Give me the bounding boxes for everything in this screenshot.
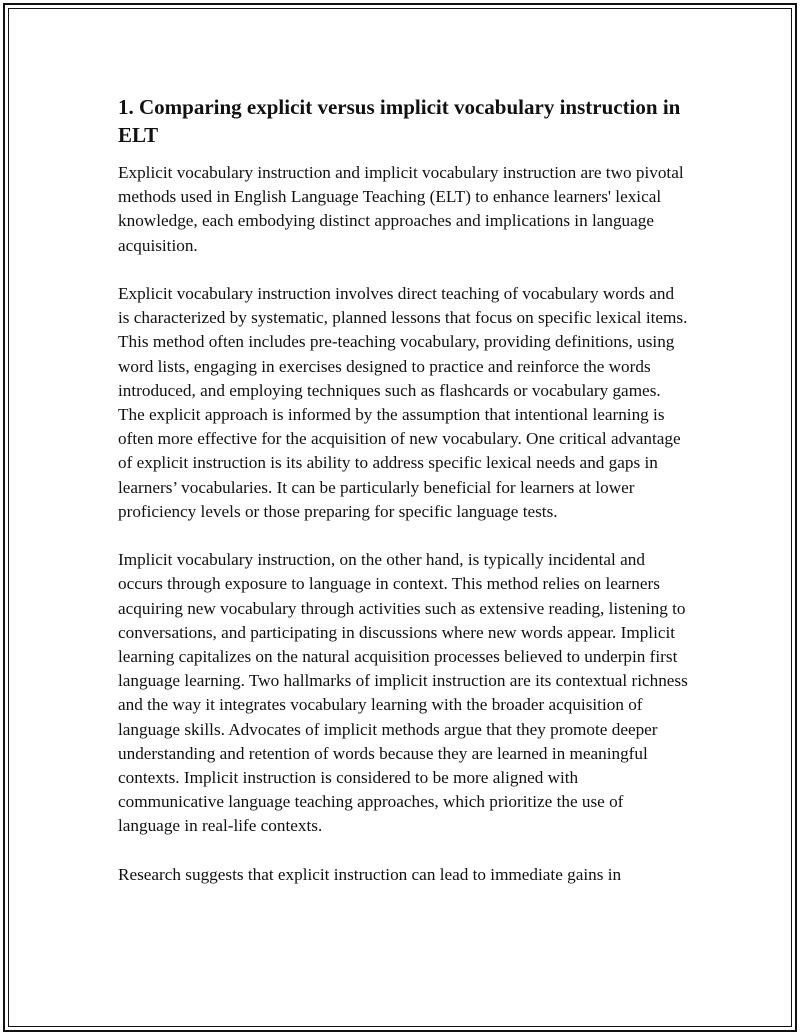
paragraph-intro: Explicit vocabulary instruction and implicit vocabulary instruction are two pivotal methods used in English Language Teaching (ELT) to enhance learners' lexical knowledge, each embodying distinct approaches and implications in language acquisition. xyxy=(118,163,684,255)
paragraph-explicit-instruction: Explicit vocabulary instruction involves direct teaching of vocabulary words and is characterized by systematic, planned lessons that focus on specific lexical items. This method often includes pre-teaching vocabulary, providing definitions, using word lists, engaging in exercises designed to practice and reinforce the words introduced, and employing techniques such as flashcards or vocabulary games. The explicit approach is informed by the assumption that intentional learning is often more effective for the acquisition of new vocabulary. One critical advantage of explicit instruction is its ability to address specific lexical needs and gaps in learners’ vocabularies. It can be particularly beneficial for learners at lower proficiency levels or those preparing for specific language tests. xyxy=(118,284,688,521)
section-heading: 1. Comparing explicit versus implicit vocabulary instruction in ELT xyxy=(118,95,681,147)
document-body xyxy=(118,93,688,911)
paragraph-research: Research suggests that explicit instruction can lead to immediate gains in xyxy=(118,864,622,884)
paragraph-implicit-instruction: Implicit vocabulary instruction, on the other hand, is typically incidental and occurs through exposure to language in context. This method relies on learners acquiring new vocabulary through activities such as extensive reading, listening to conversations, and participating in discussions where new words appear. Implicit learning capitalizes on the natural acquisition processes believed to underpin first language learning. Two hallmarks of implicit instruction are its contextual richness and the way it integrates vocabulary learning with the broader acquisition of language skills. Advocates of implicit methods argue that they promote deeper understanding and retention of words because they are learned in meaningful contexts. Implicit instruction is considered to be more aligned with communicative language teaching approaches, which prioritize the use of language in real-life contexts. xyxy=(118,550,688,836)
